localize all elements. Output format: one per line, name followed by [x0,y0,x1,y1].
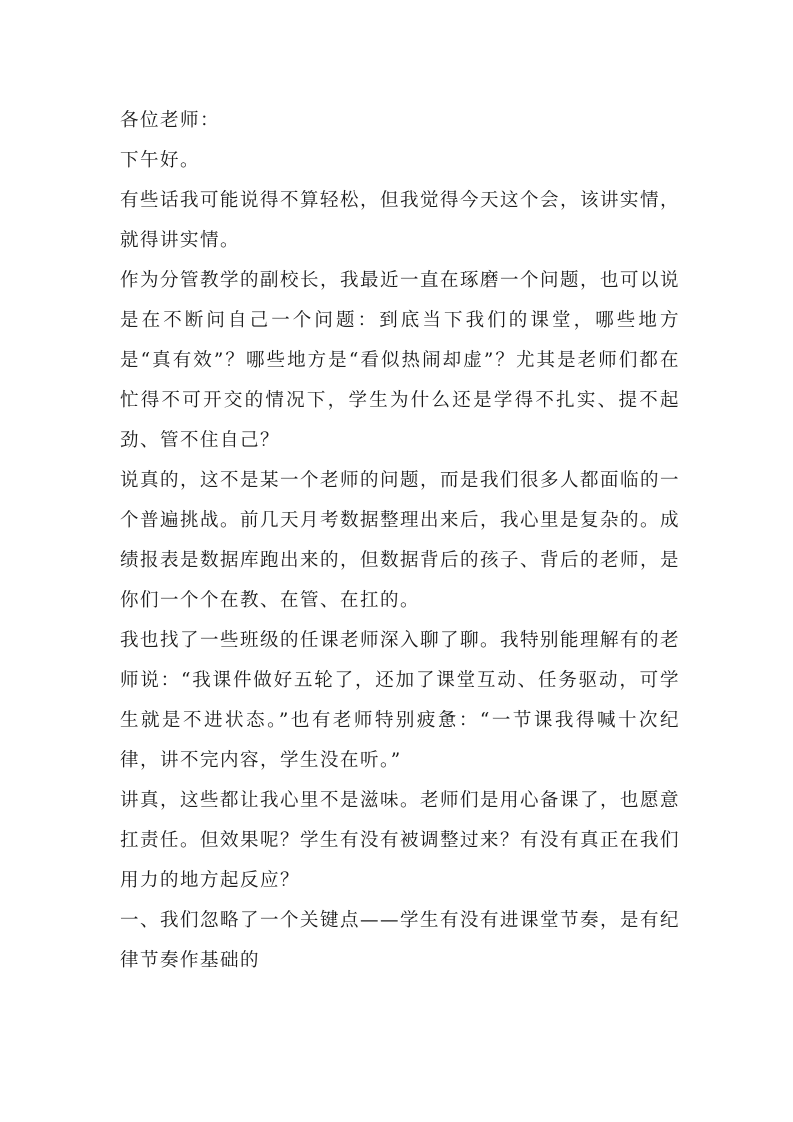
document-page [120,101,680,981]
section-heading-1: 一、我们忽略了一个关键点——学生有没有进课堂节奏，是有纪律节奏作基础的 [120,910,681,971]
salutation: 各位老师： [120,110,221,131]
paragraph-challenge: 说真的，这不是某一个老师的问题，而是我们很多人都面临的一个普遍挑战。前几天月考数据整理出来后，我心里是复杂的。成绩报表是数据库跑出来的，但数据背后的孩子、背后的老师，是你们一个个在教、在管、在扛的。 [120,470,681,611]
paragraph-intro: 有些话我可能说得不算轻松，但我觉得今天这个会，该讲实情，就得讲实情。 [120,190,681,251]
greeting: 下午好。 [120,150,201,171]
paragraph-question: 作为分管教学的副校长，我最近一直在琢磨一个问题，也可以说是在不断问自己一个问题：到底当下我们的课堂，哪些地方是“真有效”？哪些地方是“看似热闹却虚”？尤其是老师们都在忙得不可开交的情况下，学生为什么还是学得不扎实、提不起劲、管不住自己？ [120,270,681,451]
paragraph-teacher-quotes: 我也找了一些班级的任课老师深入聊了聊。我特别能理解有的老师说：“我课件做好五轮了，还加了课堂互动、任务驱动，可学生就是不进状态。”也有老师特别疲惫：“一节课我得喊十次纪律，讲不完内容，学生没在听。” [120,630,681,771]
paragraph-reflection: 讲真，这些都让我心里不是滋味。老师们是用心备课了，也愿意扛责任。但效果呢？学生有没有被调整过来？有没有真正在我们用力的地方起反应？ [120,790,681,891]
